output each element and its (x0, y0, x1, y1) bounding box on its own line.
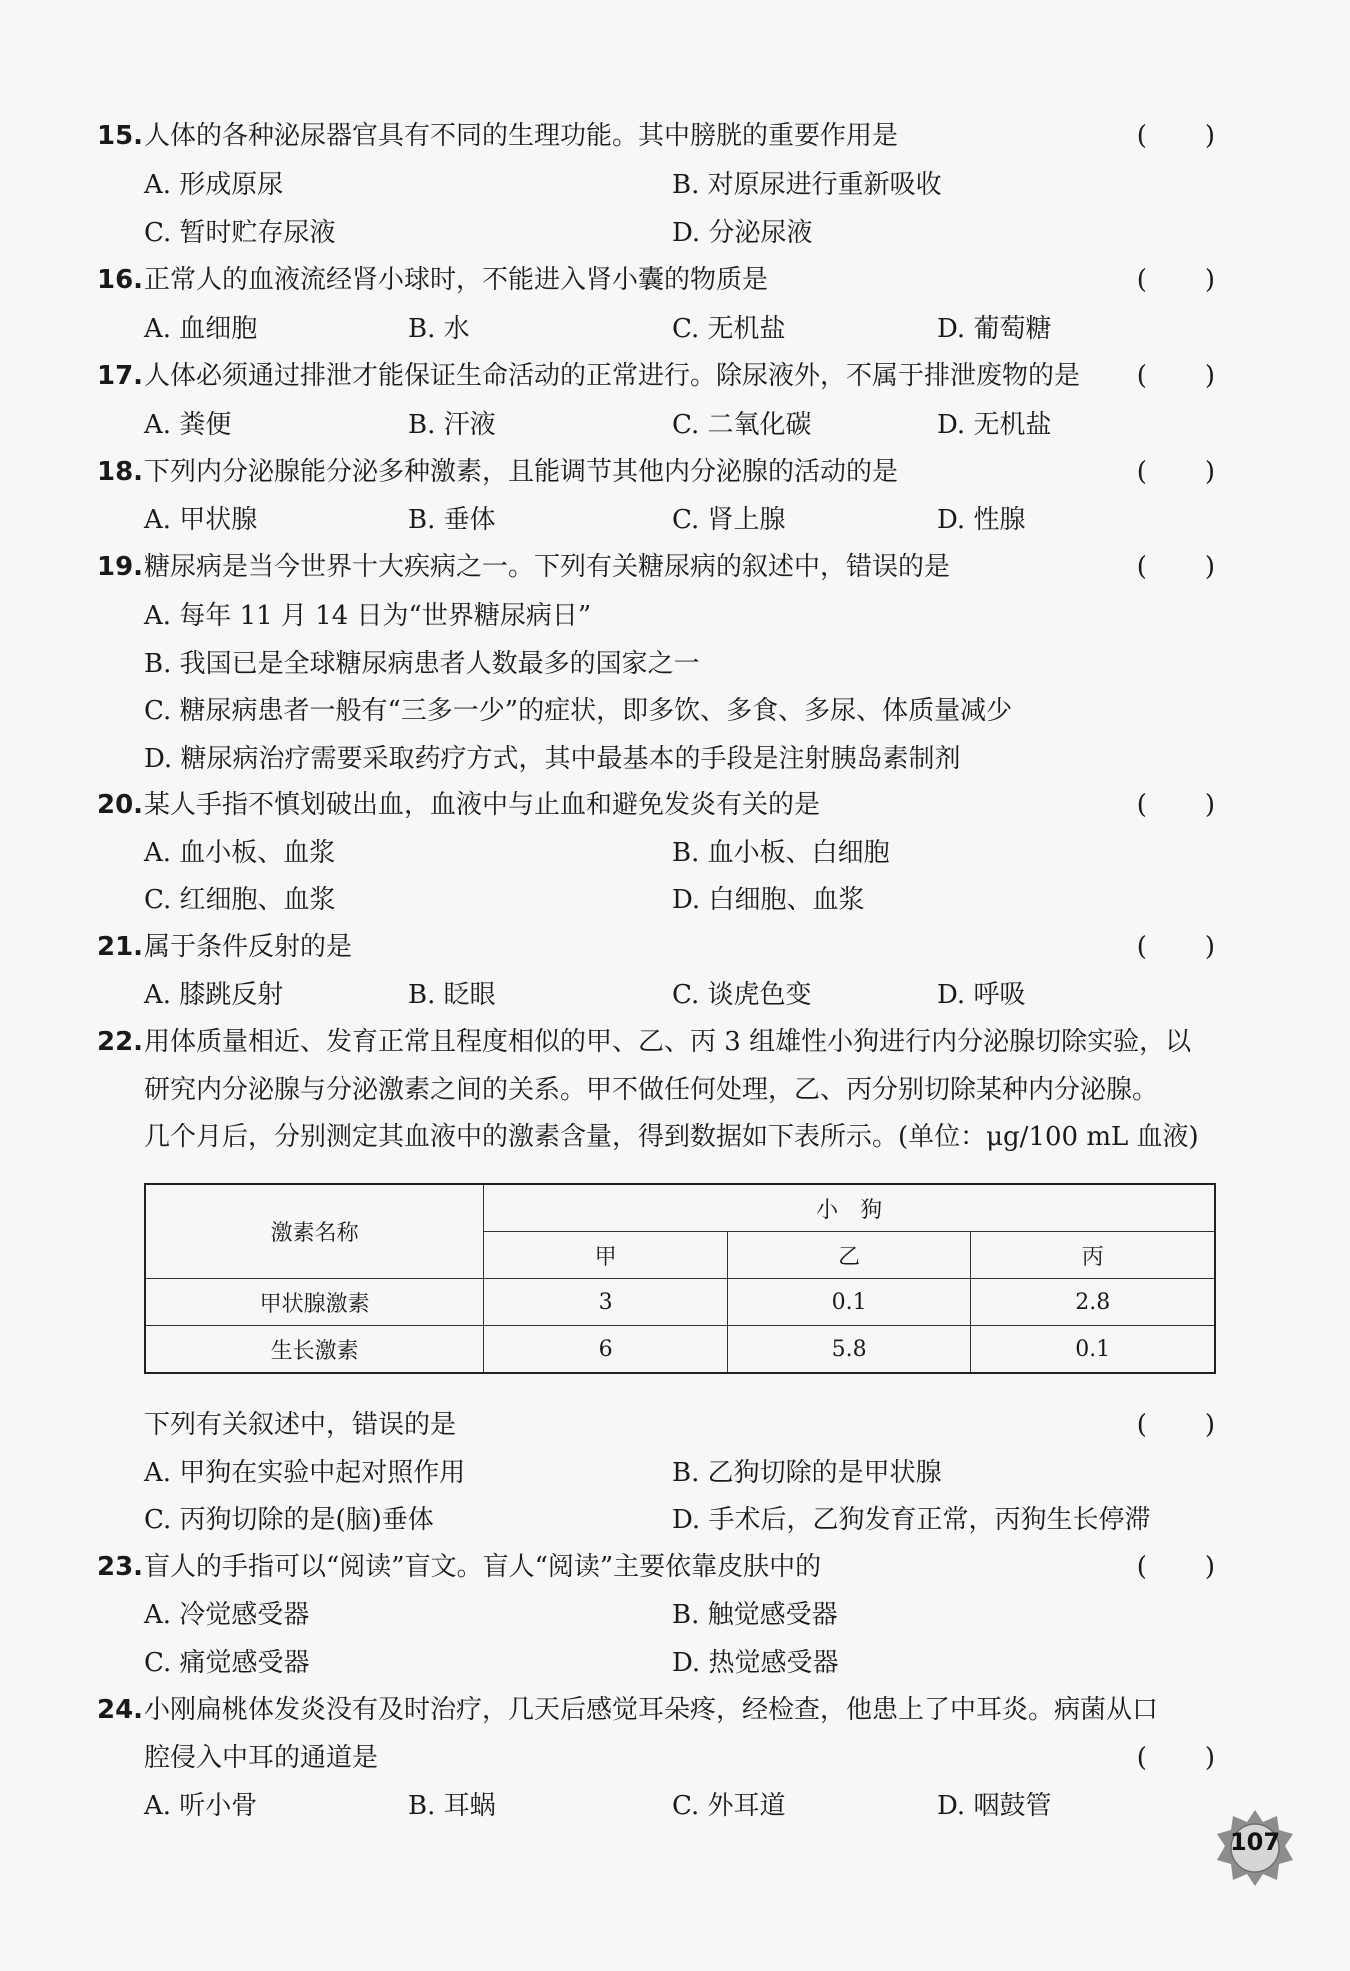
option-a[interactable]: A. 形成原尿 (144, 170, 284, 200)
option-c[interactable]: C. 糖尿病患者一般有“三多一少”的症状，即多饮、多食、多尿、体质量减少 (144, 696, 1013, 726)
option-b[interactable]: B. 血小板、白细胞 (672, 838, 890, 868)
table-cell: 3 (484, 1279, 728, 1326)
question-stem: 盲人的手指可以“阅读”盲文。盲人“阅读”主要依靠皮肤中的 (144, 1552, 822, 1582)
option-c[interactable]: C. 丙狗切除的是(脑)垂体 (144, 1505, 434, 1535)
answer-blank[interactable]: ( ) (1136, 790, 1217, 820)
option-a[interactable]: A. 冷觉感受器 (144, 1600, 310, 1630)
question-stem: 糖尿病是当今世界十大疾病之一。下列有关糖尿病的叙述中，错误的是 (144, 552, 951, 582)
question-number: 17. (97, 361, 144, 391)
question-sub-stem: 下列有关叙述中，错误的是 (144, 1410, 457, 1440)
option-c[interactable]: C. 暂时贮存尿液 (144, 218, 336, 248)
question-stem: 正常人的血液流经肾小球时，不能进入肾小囊的物质是 (144, 265, 769, 295)
option-c[interactable]: C. 痛觉感受器 (144, 1648, 310, 1678)
option-b[interactable]: B. 乙狗切除的是甲状腺 (672, 1458, 942, 1488)
option-c[interactable]: C. 二氧化碳 (672, 410, 812, 440)
question-stem-continued: 腔侵入中耳的通道是 (144, 1743, 379, 1773)
option-a[interactable]: A. 甲状腺 (144, 505, 258, 535)
question-21 (97, 927, 1217, 967)
option-b[interactable]: B. 触觉感受器 (672, 1600, 838, 1630)
answer-blank[interactable]: ( ) (1136, 932, 1217, 962)
question-stem: 属于条件反射的是 (144, 932, 353, 962)
table-row (145, 1279, 1215, 1326)
answer-blank[interactable]: ( ) (1136, 457, 1217, 487)
table-cell-name: 甲状腺激素 (145, 1279, 484, 1326)
question-stem: 下列内分泌腺能分泌多种激素，且能调节其他内分泌腺的活动的是 (144, 457, 899, 487)
question-18 (97, 452, 1217, 492)
answer-blank[interactable]: ( ) (1136, 265, 1217, 295)
question-number: 22. (97, 1027, 144, 1057)
question-number: 24. (97, 1695, 144, 1725)
answer-blank[interactable]: ( ) (1136, 1410, 1217, 1440)
question-number: 15. (97, 121, 144, 151)
option-b[interactable]: B. 水 (408, 314, 470, 344)
option-b[interactable]: B. 汗液 (408, 410, 496, 440)
answer-blank[interactable]: ( ) (1136, 552, 1217, 582)
table-header-col-b: 乙 (727, 1232, 971, 1279)
question-16 (97, 260, 1217, 300)
option-d[interactable]: D. 白细胞、血浆 (672, 885, 865, 915)
option-d[interactable]: D. 性腺 (937, 505, 1026, 535)
option-a[interactable]: A. 血小板、血浆 (144, 838, 336, 868)
question-stem: 人体的各种泌尿器官具有不同的生理功能。其中膀胱的重要作用是 (144, 121, 899, 151)
hormone-data-table (144, 1183, 1216, 1374)
option-a[interactable]: A. 甲狗在实验中起对照作用 (144, 1458, 466, 1488)
table-cell: 0.1 (971, 1326, 1215, 1374)
question-number: 16. (97, 265, 144, 295)
option-d[interactable]: D. 分泌尿液 (672, 218, 813, 248)
question-number: 21. (97, 932, 144, 962)
table-header-hormone: 激素名称 (145, 1184, 484, 1279)
question-number: 18. (97, 457, 144, 487)
option-d[interactable]: D. 热觉感受器 (672, 1648, 839, 1678)
question-stem-continued: 几个月后，分别测定其血液中的激素含量，得到数据如下表所示。(单位：μg/100 mL 血液) (144, 1122, 1199, 1152)
question-stem: 用体质量相近、发育正常且程度相似的甲、乙、丙 3 组雄性小狗进行内分泌腺切除实验，以 (144, 1027, 1192, 1057)
option-d[interactable]: D. 手术后，乙狗发育正常，丙狗生长停滞 (672, 1505, 1151, 1535)
question-22-sub (144, 1405, 1217, 1445)
option-b[interactable]: B. 对原尿进行重新吸收 (672, 170, 942, 200)
table-cell-name: 生长激素 (145, 1326, 484, 1374)
option-c[interactable]: C. 谈虎色变 (672, 980, 812, 1010)
question-stem: 小刚扁桃体发炎没有及时治疗，几天后感觉耳朵疼，经检查，他患上了中耳炎。病菌从口 (144, 1695, 1159, 1725)
answer-blank[interactable]: ( ) (1136, 361, 1217, 391)
question-19 (97, 547, 1217, 587)
question-24-cont (144, 1738, 1217, 1778)
option-b[interactable]: B. 垂体 (408, 505, 496, 535)
option-d[interactable]: D. 葡萄糖 (937, 314, 1052, 344)
option-b[interactable]: B. 耳蜗 (408, 1791, 496, 1821)
option-d[interactable]: D. 咽鼓管 (937, 1791, 1052, 1821)
option-b[interactable]: B. 眨眼 (408, 980, 496, 1010)
table-cell: 2.8 (971, 1279, 1215, 1326)
answer-blank[interactable]: ( ) (1136, 1743, 1217, 1773)
question-stem: 某人手指不慎划破出血，血液中与止血和避免发炎有关的是 (144, 790, 821, 820)
table-header-col-c: 丙 (971, 1232, 1215, 1279)
page-number: 107 (1229, 1828, 1281, 1856)
option-a[interactable]: A. 听小骨 (144, 1791, 258, 1821)
table-cell: 5.8 (727, 1326, 971, 1374)
table-header-puppy: 小 狗 (484, 1184, 1215, 1232)
option-d[interactable]: D. 无机盐 (937, 410, 1052, 440)
answer-blank[interactable]: ( ) (1136, 1552, 1217, 1582)
option-b[interactable]: B. 我国已是全球糖尿病患者人数最多的国家之一 (144, 649, 700, 679)
option-d[interactable]: D. 呼吸 (937, 980, 1026, 1010)
option-d[interactable]: D. 糖尿病治疗需要采取药疗方式，其中最基本的手段是注射胰岛素制剂 (144, 744, 961, 774)
option-a[interactable]: A. 血细胞 (144, 314, 258, 344)
question-number: 23. (97, 1552, 144, 1582)
question-22 (97, 1022, 1217, 1062)
option-c[interactable]: C. 无机盐 (672, 314, 786, 344)
table-cell: 6 (484, 1326, 728, 1374)
question-15 (97, 116, 1217, 156)
question-23 (97, 1547, 1217, 1587)
question-17 (97, 356, 1217, 396)
question-stem: 人体必须通过排泄才能保证生命活动的正常进行。除尿液外，不属于排泄废物的是 (144, 361, 1081, 391)
question-number: 20. (97, 790, 144, 820)
question-stem-continued: 研究内分泌腺与分泌激素之间的关系。甲不做任何处理，乙、丙分别切除某种内分泌腺。 (144, 1075, 1159, 1105)
table-row (145, 1326, 1215, 1374)
option-a[interactable]: A. 每年 11 月 14 日为“世界糖尿病日” (144, 601, 592, 631)
option-a[interactable]: A. 膝跳反射 (144, 980, 284, 1010)
answer-blank[interactable]: ( ) (1136, 121, 1217, 151)
table-header-col-a: 甲 (484, 1232, 728, 1279)
option-a[interactable]: A. 粪便 (144, 410, 232, 440)
option-c[interactable]: C. 红细胞、血浆 (144, 885, 336, 915)
question-number: 19. (97, 552, 144, 582)
question-24 (97, 1690, 1217, 1730)
question-20 (97, 785, 1217, 825)
option-c[interactable]: C. 肾上腺 (672, 505, 786, 535)
table-cell: 0.1 (727, 1279, 971, 1326)
option-c[interactable]: C. 外耳道 (672, 1791, 786, 1821)
